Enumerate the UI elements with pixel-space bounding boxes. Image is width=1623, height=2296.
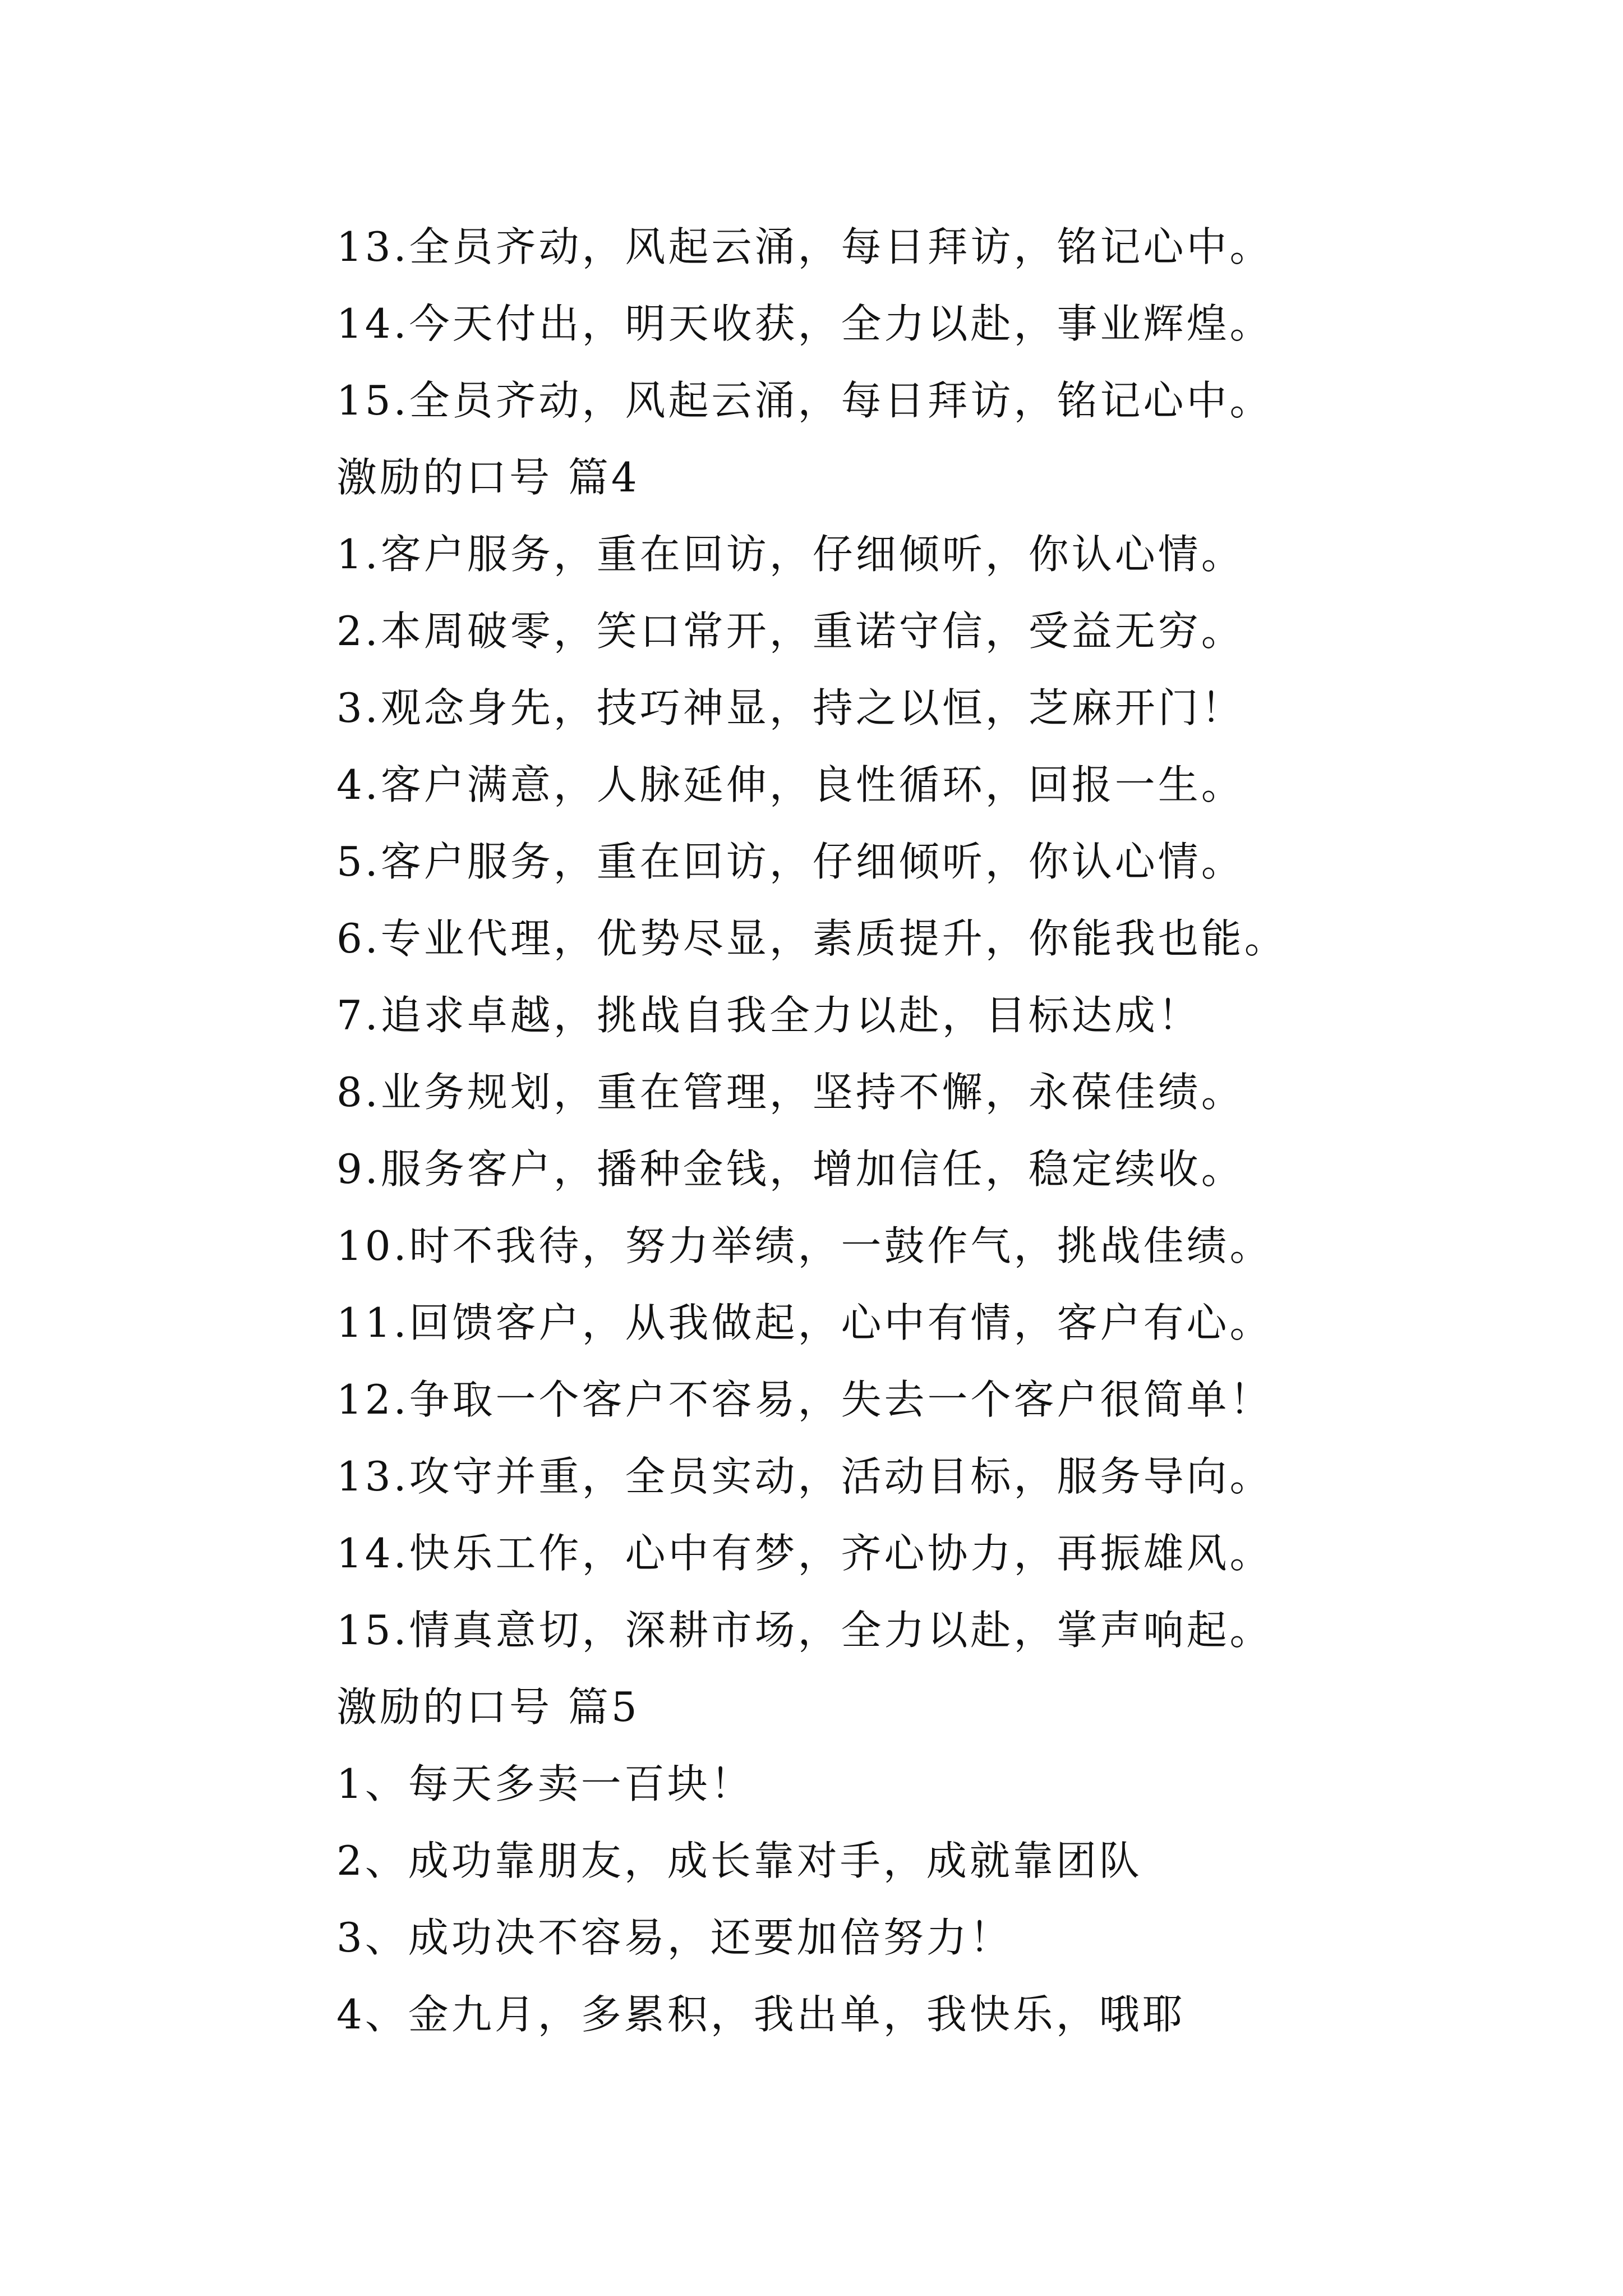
slogan-item: 7.追求卓越，挑战自我全力以赴，目标达成！ bbox=[336, 992, 1201, 1039]
slogan-item: 5.客户服务，重在回访，仔细倾听，你认心情。 bbox=[336, 838, 1244, 885]
slogan-item: 13.全员齐动，风起云涌，每日拜访，铭记心中。 bbox=[336, 223, 1273, 270]
slogan-item: 3.观念身先，技巧神显，持之以恒，芝麻开门！ bbox=[336, 684, 1244, 731]
slogan-item: 8.业务规划，重在管理，坚持不懈，永葆佳绩。 bbox=[336, 1069, 1244, 1116]
slogan-item: 9.服务客户，播种金钱，增加信任，稳定续收。 bbox=[336, 1145, 1244, 1193]
slogan-item: 1.客户服务，重在回访，仔细倾听，你认心情。 bbox=[336, 531, 1244, 578]
slogan-item: 13.攻守并重，全员实动，活动目标，服务导向。 bbox=[336, 1453, 1273, 1500]
slogan-item: 2、成功靠朋友，成长靠对手，成就靠团队 bbox=[336, 1837, 1142, 1884]
section-heading: 激励的口号 篇4 bbox=[336, 454, 640, 501]
slogan-item: 10.时不我待，努力举绩，一鼓作气，挑战佳绩。 bbox=[336, 1222, 1273, 1269]
document-body bbox=[336, 209, 1514, 2053]
section-heading: 激励的口号 篇5 bbox=[336, 1683, 640, 1731]
slogan-item: 6.专业代理，优势尽显，素质提升，你能我也能。 bbox=[336, 915, 1288, 962]
slogan-item: 14.快乐工作，心中有梦，齐心协力，再振雄风。 bbox=[336, 1530, 1273, 1577]
slogan-item: 15.全员齐动，风起云涌，每日拜访，铭记心中。 bbox=[336, 377, 1273, 424]
slogan-item: 12.争取一个客户不容易，失去一个客户很简单！ bbox=[336, 1376, 1273, 1423]
slogan-item: 4.客户满意，人脉延伸，良性循环，回报一生。 bbox=[336, 761, 1244, 808]
slogan-item: 15.情真意切，深耕市场，全力以赴，掌声响起。 bbox=[336, 1607, 1273, 1654]
slogan-item: 1、每天多卖一百块！ bbox=[336, 1760, 754, 1807]
slogan-item: 4、金九月，多累积，我出单，我快乐，哦耶 bbox=[336, 1991, 1186, 2038]
slogan-item: 2.本周破零，笑口常开，重诺守信，受益无穷。 bbox=[336, 608, 1244, 655]
slogan-item: 11.回馈客户，从我做起，心中有情，客户有心。 bbox=[336, 1299, 1273, 1346]
slogan-item: 3、成功决不容易，还要加倍努力！ bbox=[336, 1914, 1013, 1961]
slogan-item: 14.今天付出，明天收获，全力以赴，事业辉煌。 bbox=[336, 300, 1273, 347]
